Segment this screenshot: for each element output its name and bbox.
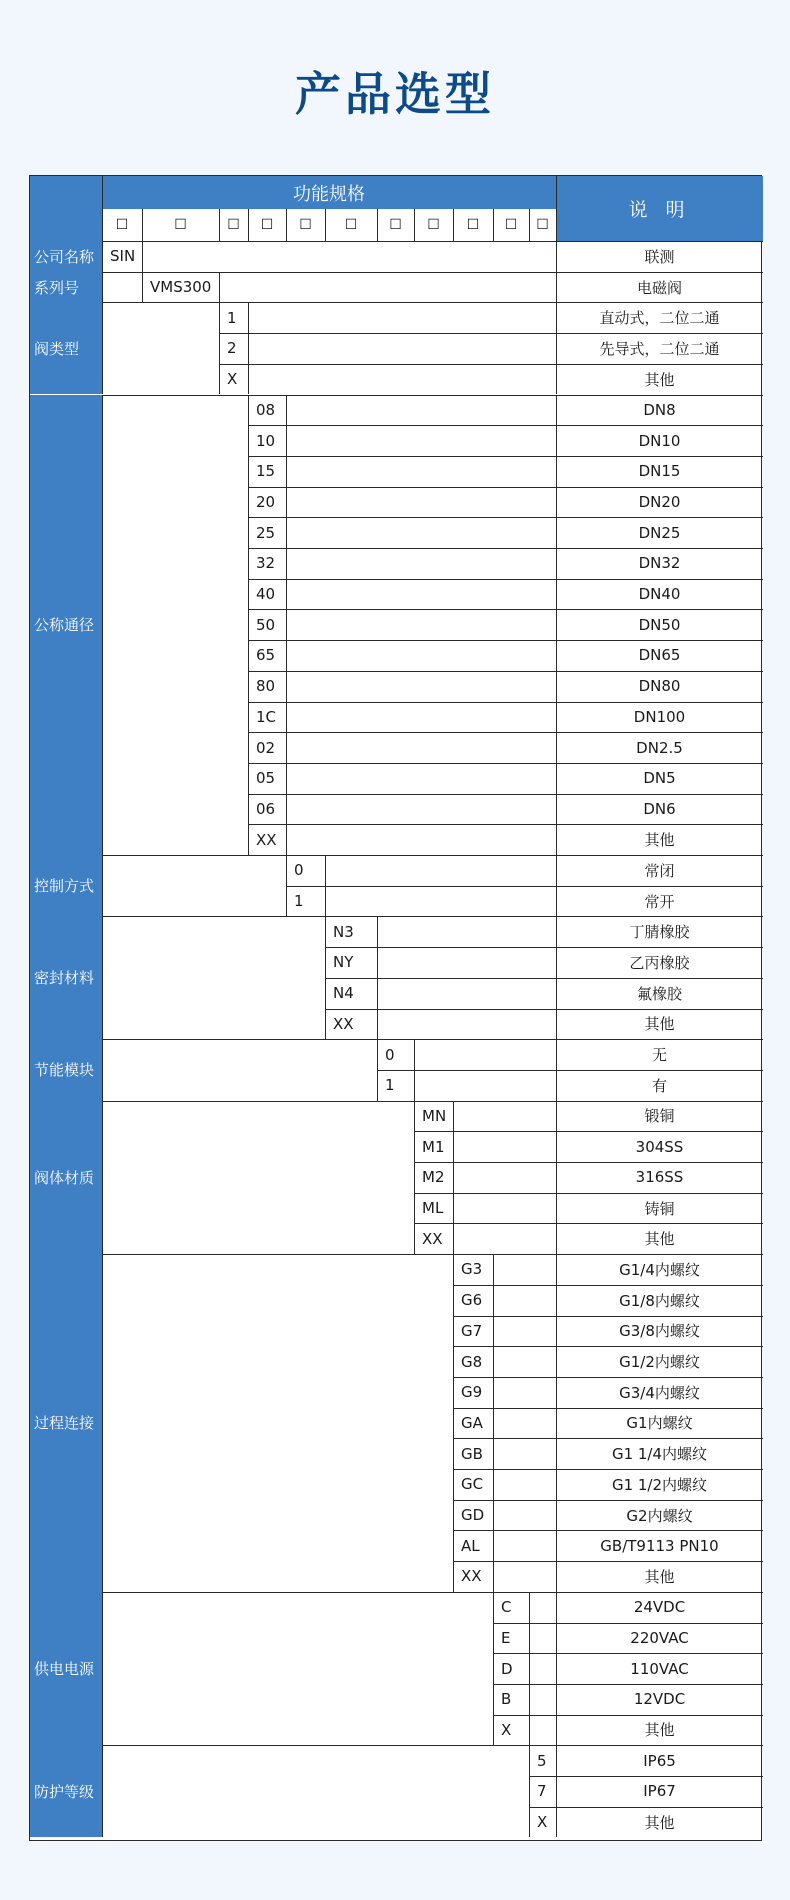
option-code: 5 [537,1751,547,1770]
grid-line [453,1316,763,1317]
option-description: DN50 [638,615,681,634]
option-code: G6 [461,1291,483,1310]
grid-line [219,272,220,303]
option-code: 1 [227,308,237,327]
option-code: C [501,1598,512,1617]
option-description: 其他 [644,831,675,850]
grid-line [556,1039,557,1100]
grid-line [493,1592,494,1746]
option-code: AL [461,1536,480,1555]
option-description: 316SS [635,1168,684,1187]
grid-line [102,1592,103,1746]
grid-line [102,1101,103,1255]
option-code: 25 [256,523,276,542]
option-code: GC [461,1475,484,1494]
option-code: X [227,370,238,389]
option-description: IP65 [643,1751,676,1770]
grid-line [453,1254,454,1592]
option-code: 65 [256,646,276,665]
section-label: 公司名称 [30,241,102,272]
grid-line [248,579,763,580]
option-code: M2 [422,1168,445,1187]
option-code: 40 [256,585,276,604]
grid-line [414,1131,763,1132]
grid-line [248,763,763,764]
spec-checkbox[interactable]: ☐ [389,217,402,233]
option-description: 其他 [644,1813,675,1832]
grid-line [453,1285,763,1286]
section-label: 供电电源 [30,1592,102,1746]
option-description: IP67 [643,1782,676,1801]
grid-line [453,1377,763,1378]
option-description: DN2.5 [636,738,683,757]
grid-line [556,176,557,241]
grid-line [248,640,763,641]
option-description: G1/2内螺纹 [619,1353,700,1372]
grid-line [248,302,249,394]
section-label: 公称通径 [30,395,102,856]
grid-line [529,1592,530,1746]
grid-line [248,702,763,703]
section-label: 阀类型 [30,302,102,394]
grid-line [248,517,763,518]
spec-checkbox[interactable]: ☐ [299,217,312,233]
grid-line [529,1745,530,1837]
option-description: DN5 [643,769,676,788]
option-description: DN8 [643,400,676,419]
grid-line [248,456,763,457]
option-description: DN15 [638,462,681,481]
option-code: 1C [256,707,277,726]
section-label: 密封材料 [30,916,102,1039]
option-description: G1 1/2内螺纹 [611,1475,708,1494]
grid-line [529,209,530,241]
grid-line [556,855,557,916]
grid-line [325,916,326,1039]
grid-line [248,209,249,241]
option-description: 其他 [644,1015,675,1034]
option-code: XX [256,830,277,849]
option-description: G3/8内螺纹 [619,1322,700,1341]
option-code: 06 [256,799,276,818]
option-code: 1 [385,1076,395,1095]
option-description: 丁腈橡胶 [629,923,690,942]
grid-line [453,1500,763,1501]
section-label: 控制方式 [30,855,102,916]
grid-line [248,395,249,856]
option-description: G1 1/4内螺纹 [611,1445,708,1464]
grid-line [556,1745,557,1837]
grid-line [453,1101,454,1255]
grid-line [102,272,103,303]
option-code: D [501,1659,513,1678]
option-description: DN100 [633,707,686,726]
description-header: 说 明 [556,176,763,241]
option-code: 02 [256,738,276,757]
spec-checkbox[interactable]: ☐ [536,217,549,233]
grid-line [493,1684,763,1685]
option-description: 无 [651,1046,667,1065]
option-description: 电磁阀 [636,278,682,297]
option-description: DN10 [638,431,681,450]
option-description: 乙丙橡胶 [629,953,690,972]
grid-line [453,209,454,241]
option-description: DN40 [638,585,681,604]
option-code: G8 [461,1352,483,1371]
option-code: XX [333,1014,354,1033]
spec-checkbox[interactable]: ☐ [115,217,129,233]
option-description: DN80 [638,677,681,696]
option-description: 联测 [644,247,675,266]
option-description: DN20 [638,492,681,511]
spec-checkbox[interactable]: ☐ [344,217,358,233]
grid-line [142,272,143,303]
option-description: 有 [651,1076,667,1095]
grid-line [414,1101,415,1255]
grid-line [248,609,763,610]
option-description: GB/T9113 PN10 [600,1536,719,1555]
grid-line [248,794,763,795]
grid-line [102,209,556,210]
option-code: 7 [537,1782,547,1801]
function-spec-header: 功能规格 [102,176,556,209]
option-code: X [501,1720,512,1739]
grid-line [248,732,763,733]
option-description: 其他 [644,1230,675,1249]
grid-line [248,548,763,549]
option-description: 常闭 [644,861,675,880]
option-description: G1内螺纹 [626,1414,693,1433]
option-code: 10 [256,431,276,450]
grid-line [142,241,143,272]
option-description: G3/4内螺纹 [619,1383,700,1402]
grid-line [493,1254,494,1592]
grid-line [219,302,220,394]
option-code: GD [461,1506,485,1525]
grid-line [414,1223,763,1224]
spec-checkbox[interactable]: ☐ [427,217,440,233]
grid-line [102,176,103,241]
option-description: 铸铜 [644,1199,675,1218]
option-description: 氟橡胶 [636,984,682,1003]
option-code: NY [333,953,354,972]
grid-line [414,1193,763,1194]
grid-line [286,395,287,856]
option-code: X [537,1813,548,1832]
grid-line [453,1408,763,1409]
option-code: N4 [333,984,354,1003]
option-description: G2内螺纹 [626,1506,693,1525]
grid-line [219,209,220,241]
option-code: M1 [422,1137,445,1156]
grid-line [248,425,763,426]
grid-line [102,302,103,394]
option-code: XX [422,1229,443,1248]
grid-line [556,302,557,394]
option-code: 80 [256,677,276,696]
grid-line [102,241,103,272]
selection-table [29,175,762,1841]
grid-line [325,209,326,241]
option-code: E [501,1628,511,1647]
option-description: DN32 [638,554,681,573]
grid-line [286,209,287,241]
section-label: 过程连接 [30,1254,102,1592]
option-description: DN6 [643,799,676,818]
option-code: 20 [256,492,276,511]
option-code: 50 [256,615,276,634]
grid-line [248,671,763,672]
option-code: 1 [294,892,304,911]
grid-line [493,209,494,241]
grid-line [453,1469,763,1470]
option-code: B [501,1690,512,1709]
grid-line [142,209,143,241]
option-description: 其他 [644,1567,675,1586]
grid-line [377,916,378,1039]
option-code: VMS300 [150,278,212,297]
grid-line [248,824,763,825]
option-description: 锻铜 [644,1107,675,1126]
grid-line [325,947,763,948]
grid-line [556,916,557,1039]
grid-line [556,395,557,856]
grid-line [219,364,763,365]
option-code: 0 [385,1045,395,1064]
option-code: N3 [333,922,354,941]
section-label: 防护等级 [30,1745,102,1837]
option-description: G1/4内螺纹 [619,1260,700,1279]
grid-line [248,487,763,488]
grid-line [556,241,557,272]
spec-checkbox[interactable]: ☐ [174,217,187,233]
section-label: 阀体材质 [30,1101,102,1255]
option-code: 0 [294,861,304,880]
grid-line [529,1807,763,1808]
spec-checkbox[interactable]: ☐ [466,217,480,233]
grid-line [529,1776,763,1777]
grid-line [493,1653,763,1654]
spec-checkbox[interactable]: ☐ [227,217,240,233]
grid-line [325,1009,763,1010]
option-code: MN [422,1106,447,1125]
grid-line [219,333,763,334]
grid-line [414,1039,415,1100]
grid-line [453,1561,763,1562]
grid-line [102,395,103,856]
spec-checkbox[interactable]: ☐ [260,217,274,233]
grid-line [453,1438,763,1439]
grid-line [102,916,103,1039]
option-description: G1/8内螺纹 [619,1291,700,1310]
option-description: 先导式，二位二通 [599,339,720,358]
grid-line [286,886,763,887]
option-description: DN65 [638,646,681,665]
option-code: 32 [256,554,276,573]
option-code: G9 [461,1383,483,1402]
option-description: 110VAC [630,1659,689,1678]
option-code: XX [461,1567,482,1586]
grid-line [556,1101,557,1255]
grid-line [453,1346,763,1347]
section-label: 系列号 [30,272,102,303]
grid-line [556,1592,557,1746]
grid-line [414,209,415,241]
grid-line [377,1070,763,1071]
option-description: 其他 [644,1721,675,1740]
grid-line [286,855,287,916]
grid-line [556,1254,557,1592]
option-code: 2 [227,339,237,358]
grid-line [377,209,378,241]
option-description: 24VDC [633,1598,686,1617]
option-code: GA [461,1413,483,1432]
option-code: 05 [256,769,276,788]
grid-line [325,855,326,916]
option-description: 12VDC [633,1690,686,1709]
option-code: GB [461,1444,483,1463]
option-code: SIN [110,247,136,266]
option-code: 08 [256,400,276,419]
grid-line [414,1162,763,1163]
page-title: 产品选型 [295,67,495,121]
grid-line [493,1715,763,1716]
option-description: 常开 [644,892,675,911]
option-code: G7 [461,1321,483,1340]
option-description: 220VAC [630,1628,689,1647]
grid-line [102,1745,103,1837]
option-description: 其他 [644,370,675,389]
grid-line [377,1039,378,1100]
grid-line [102,1039,103,1100]
grid-line [556,272,557,303]
section-label: 节能模块 [30,1039,102,1100]
grid-line [102,855,103,916]
option-description: 304SS [635,1137,684,1156]
grid-line [453,1530,763,1531]
grid-line [102,1254,103,1592]
option-code: G3 [461,1260,483,1279]
spec-checkbox[interactable]: ☐ [504,217,518,233]
grid-line [325,978,763,979]
option-code: ML [422,1199,444,1218]
option-description: DN25 [638,523,681,542]
grid-line [493,1623,763,1624]
option-description: 直动式，二位二通 [599,309,720,328]
header-corner [30,176,102,241]
option-code: 15 [256,462,276,481]
